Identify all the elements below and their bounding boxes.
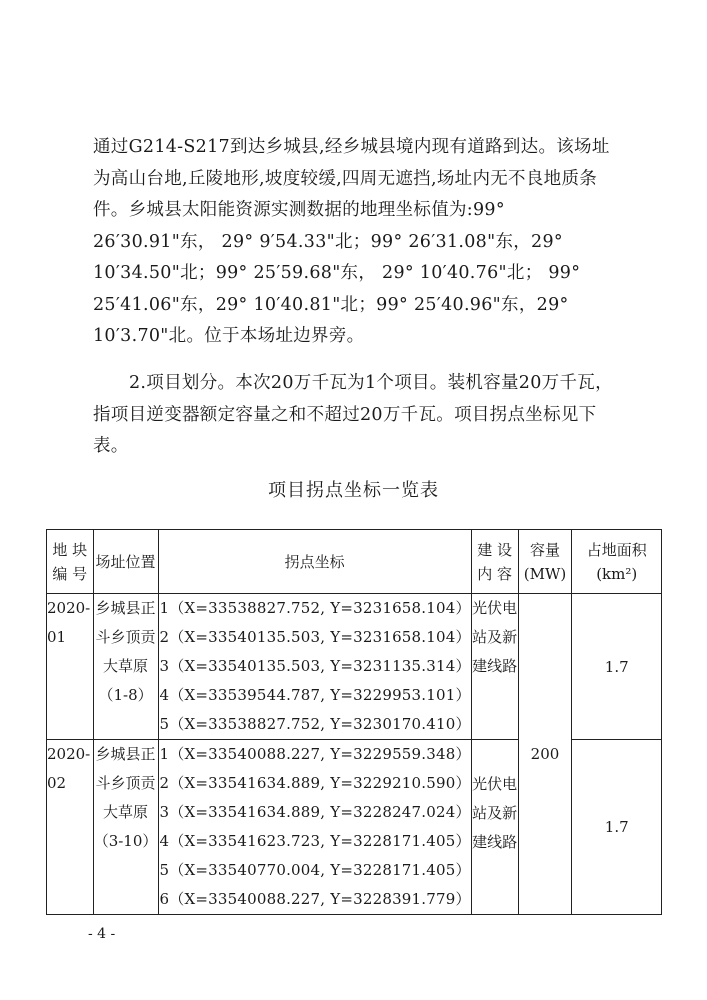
point-row: 3（X=33541634.889, Y=3228247.024）	[159, 803, 471, 821]
point-row: 1（X=33538827.752, Y=3231658.104）	[159, 599, 471, 617]
build-cell: 光伏电站及新建线路	[471, 594, 518, 740]
header-block-no: 地 块 编 号	[47, 530, 94, 594]
block-no-cell: 2020-01	[47, 594, 94, 740]
site-cell: 乡城县正斗乡顶贡大草原（1-8）	[93, 594, 158, 740]
body-paragraph-location: 通过G214-S217到达乡城县,经乡城县境内现有道路到达。该场址为高山台地,丘陵地形,坡度较缓,四周无遮挡,场址内无不良地质条件。乡城县太阳能资源实测数据的地理坐标值为:99° 26′30.91"东， 29° 9′54.33"北；99° 26′31.08"东，29° 10′34.50"北；99° 25′59.68"东， 29° 10′40.76"北； 99° 25′41.06"东，29° 10′40.81"北；99° 25′40.96"东，29° 10′3.70"北。位于本场址边界旁。	[93, 137, 610, 346]
table-title: 项目拐点坐标一览表	[268, 480, 439, 501]
header-site: 场址位置	[93, 530, 158, 594]
body-paragraph-project-division: 2.项目划分。本次20万千瓦为1个项目。装机容量20万千瓦，指项目逆变器额定容量之和不超过20万千瓦。项目拐点坐标见下表。	[93, 373, 613, 456]
coordinates-table	[46, 529, 662, 915]
capacity-cell: 200	[518, 594, 572, 915]
point-row: 4（X=33539544.787, Y=3229953.101）	[159, 686, 471, 704]
page-number: - 4 -	[88, 926, 116, 942]
header-capacity: 容量 (MW)	[518, 530, 572, 594]
site-cell: 乡城县正斗乡顶贡大草原（3-10）	[93, 740, 158, 915]
point-row: 2（X=33541634.889, Y=3229210.590）	[159, 774, 471, 792]
point-row: 6（X=33540088.227, Y=3228391.779）	[159, 890, 471, 908]
point-row: 3（X=33540135.503, Y=3231135.314）	[159, 657, 471, 675]
header-area: 占地面积 (km²)	[572, 530, 662, 594]
block-no-cell: 2020-02	[47, 740, 94, 915]
point-row: 4（X=33541623.723, Y=3228171.405）	[159, 832, 471, 850]
point-row: 5（X=33540770.004, Y=3228171.405）	[159, 861, 471, 879]
table-row	[47, 594, 662, 740]
points-cell	[158, 594, 471, 740]
point-row: 1（X=33540088.227, Y=3229559.348）	[159, 745, 471, 763]
table-header-row	[47, 530, 662, 594]
header-build: 建 设 内 容	[471, 530, 518, 594]
build-cell: 光伏电站及新建线路	[471, 740, 518, 915]
area-cell: 1.7	[572, 594, 662, 740]
header-points: 拐点坐标	[158, 530, 471, 594]
point-row: 5（X=33538827.752, Y=3230170.410）	[159, 715, 471, 733]
point-row: 2（X=33540135.503, Y=3231658.104）	[159, 628, 471, 646]
points-cell	[158, 740, 471, 915]
area-cell: 1.7	[572, 740, 662, 915]
